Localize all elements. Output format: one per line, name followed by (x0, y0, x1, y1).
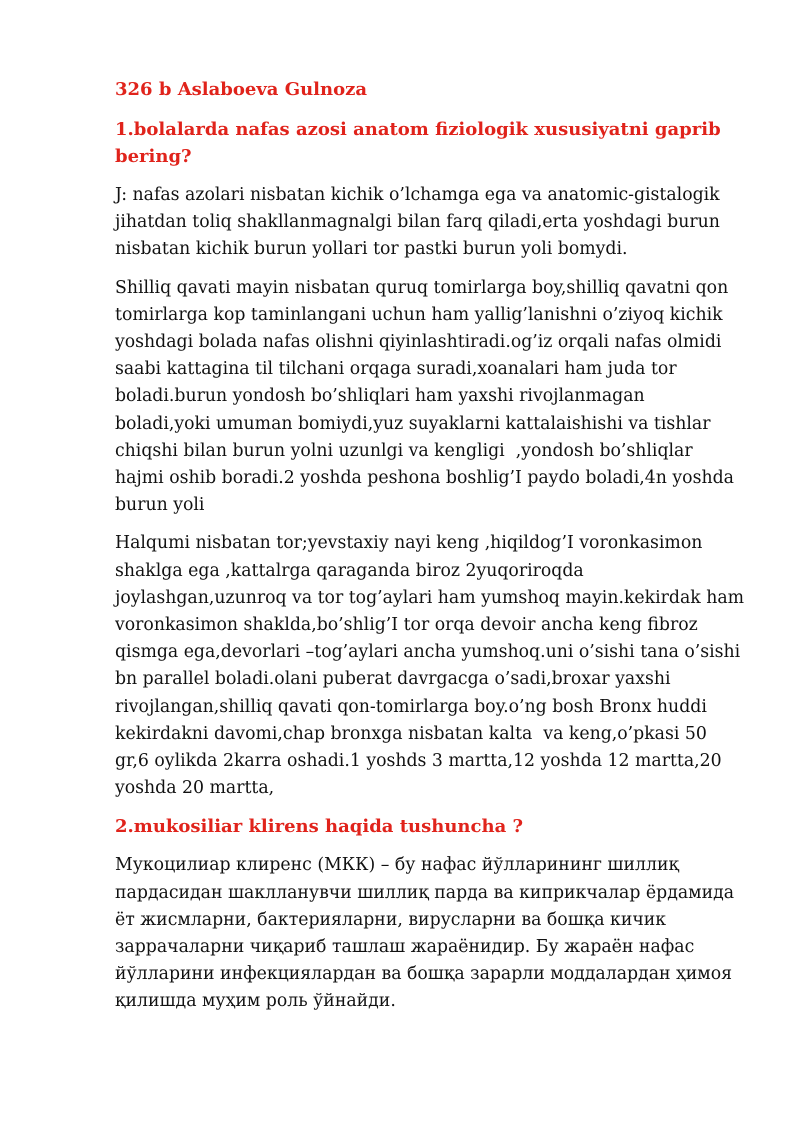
answer-1-paragraph-2: Shilliq qavati mayin nisbatan quruq tomirlarga boy,shilliq qavatni qon tomirlarga kop taminlangani uchun ham yallig’lanishni o’ziyoq kichik yoshdagi bolada nafas olishni qiyinlashtiradi.og’iz orqali nafas olmidi saabi kattagina til tilchani orqaga suradi,xoanalari ham juda tor boladi.burun yondosh bo’shliqlari ham yaxshi rivojlanmagan boladi,yoki umuman bomiydi,yuz suyaklarni kattalaishishi va tishlar chiqshi bilan burun yolni uzunlgi va kengligi ,yondosh bo’shliqlar hajmi oshib boradi.2 yoshda peshona boshlig’I paydo boladi,4n yoshda burun yoli (115, 277, 740, 516)
question-2-heading: 2.mukosiliar klirens haqida tushuncha ? (115, 816, 524, 838)
document-page (115, 76, 750, 1027)
answer-2-paragraph-1: Мукоцилиар клиренс (МКК) – бу нафас йўлларининг шиллиқ пардасидан шаклланувчи шиллиқ парда ва киприкчалар ёрдамида ёт жисмларни, бактерияларни, вирусларни ва бошқа кичик заррачаларни чиқариб ташлаш жараёнидир. Бу жараён нафас йўлларини инфекциялардан ва бошқа зарарли моддалардан ҳимоя қилишда муҳим роль ўйнайди. (115, 855, 740, 1012)
answer-1-paragraph-3: Halqumi nisbatan tor;yevstaxiy nayi keng ,hiqildog’I voronkasimon shaklga ega ,kattalrga qaraganda biroz 2yuqoriroqda joylashgan,uzunroq va tor tog’aylari ham yumshoq mayin.kekirdak ham voronkasimon shaklda,bo’shlig’I tor orqa devoir ancha keng fibroz qismga ega,devorlari –tog’aylari ancha yumshoq.uni o’sishi tana o’sishi bn parallel boladi.olani puberat davrgacga o’sadi,broxar yaxshi rivojlangan,shilliq qavati qon-tomirlarga boy.o’ng bosh Bronx huddi kekirdakni davomi,chap bronxga nisbatan kalta va keng,o’pkasi 50 gr,6 oylikda 2karra oshadi.1 yoshds 3 martta,12 yoshda 12 martta,20 yoshda 20 martta, (115, 533, 750, 799)
author-line: 326 b Aslaboeva Gulnoza (115, 79, 367, 100)
answer-1-paragraph-1: J: nafas azolari nisbatan kichik o’lchamga ega va anatomic-gistalogik jihatdan toliq shakllanmagnalgi bilan farq qiladi,erta yoshdagi burun nisbatan kichik burun yollari tor pastki burun yoli bomydi. (115, 185, 726, 260)
question-1-heading: 1.bolalarda nafas azosi anatom fiziologik xususiyatni gaprib bering? (115, 119, 721, 167)
